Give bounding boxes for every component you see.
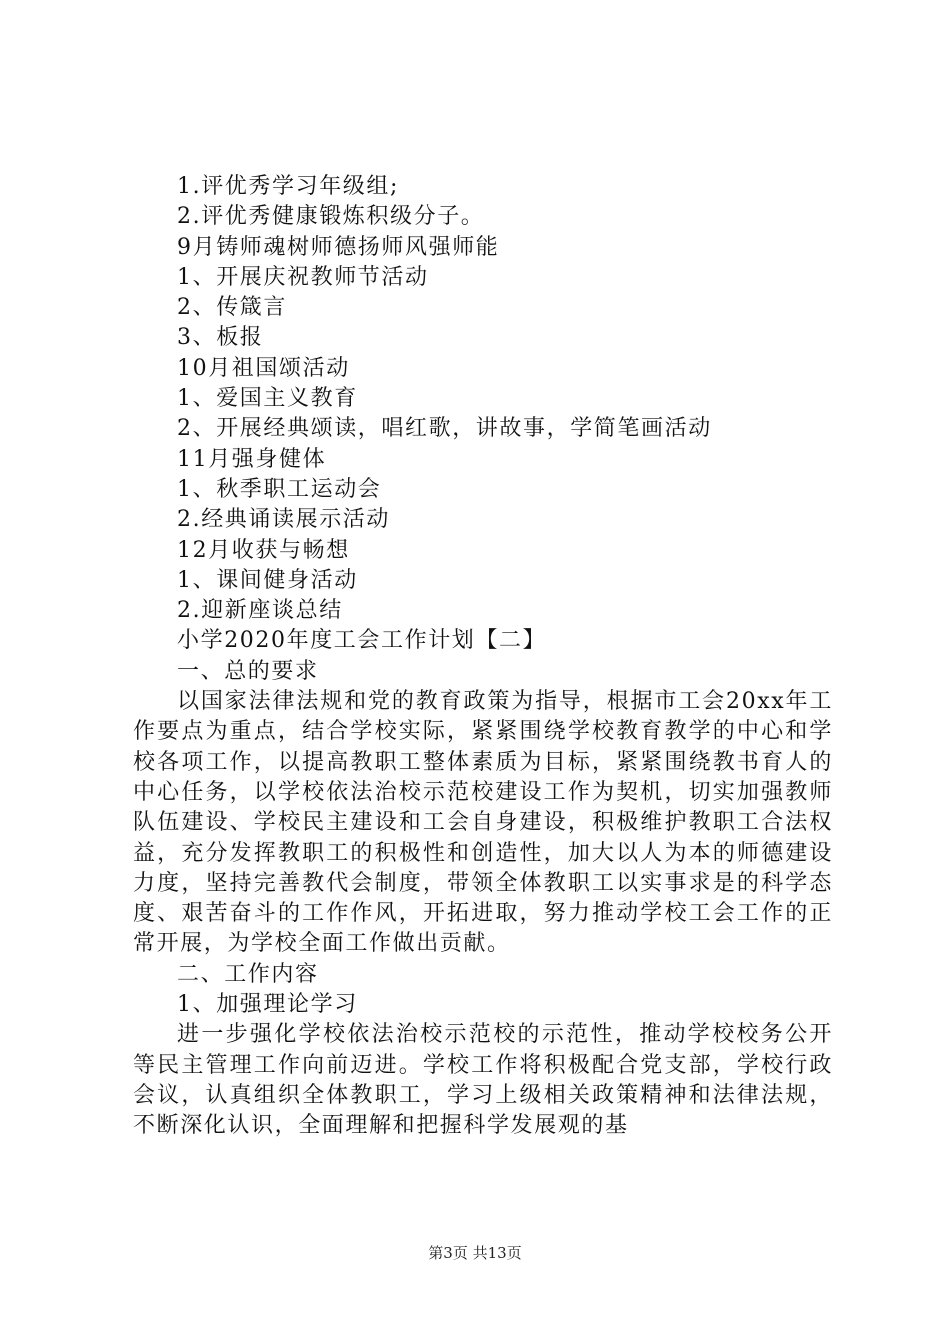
text-line: 2.经典诵读展示活动 [177,507,390,533]
text-line: 2、传箴言 [177,295,287,321]
text-line: 2.评优秀健康锻炼积级分子。 [177,204,485,230]
page-number: 第3页 共13页 [428,1244,522,1262]
text-line: 1、秋季职工运动会 [177,476,382,502]
text-line: 2.迎新座谈总结 [177,598,343,624]
subsection-heading: 1、加强理论学习 [177,992,358,1018]
text-line: 9月铸师魂树师德扬师风强师能 [177,234,500,260]
text-line: 1、开展庆祝教师节活动 [177,264,429,290]
section-heading: 一、总的要求 [177,658,319,684]
text-line: 1、课间健身活动 [177,567,358,593]
text-line: 2、开展经典颂读，唱红歌，讲故事，学简笔画活动 [177,416,712,442]
section-title: 小学2020年度工会工作计划【二】 [177,628,547,654]
text-line: 1、爱国主义教育 [177,386,358,412]
paragraph: 以国家法律法规和党的教育政策为指导，根据市工会20xx年工作要点为重点，结合学校实际，紧紧围绕学校教育教学的中心和学校各项工作，以提高教职工整体素质为目标，紧紧围绕教书育人的中心任务，以学校依法治校示范校建设工作为契机，切实加强教师队伍建设、学校民主建设和工会自身建设，积极维护教职工合法权益，充分发挥教职工的积极性和创造性，加大以人为本的师德建设力度，坚持完善教代会制度，带领全体教职工以实事求是的科学态度、艰苦奋斗的工作作风，开拓进取，努力推动学校工会工作的正常开展，为学校全面工作做出贡献。 [133,689,833,957]
text-line: 1.评优秀学习年级组; [177,174,400,199]
text-line: 10月祖国颂活动 [177,355,350,381]
text-line: 11月强身健体 [177,446,327,472]
paragraph: 进一步强化学校依法治校示范校的示范性，推动学校校务公开等民主管理工作向前迈进。学校工作将积极配合党支部，学校行政会议，认真组织全体教职工，学习上级相关政策精神和法律法规，不断深化认识，全面理解和把握科学发展观的基 [133,1022,833,1139]
text-line: 3、板报 [177,325,264,351]
document-body [133,172,833,1142]
section-heading: 二、工作内容 [177,961,319,987]
text-line: 12月收获与畅想 [177,537,350,563]
